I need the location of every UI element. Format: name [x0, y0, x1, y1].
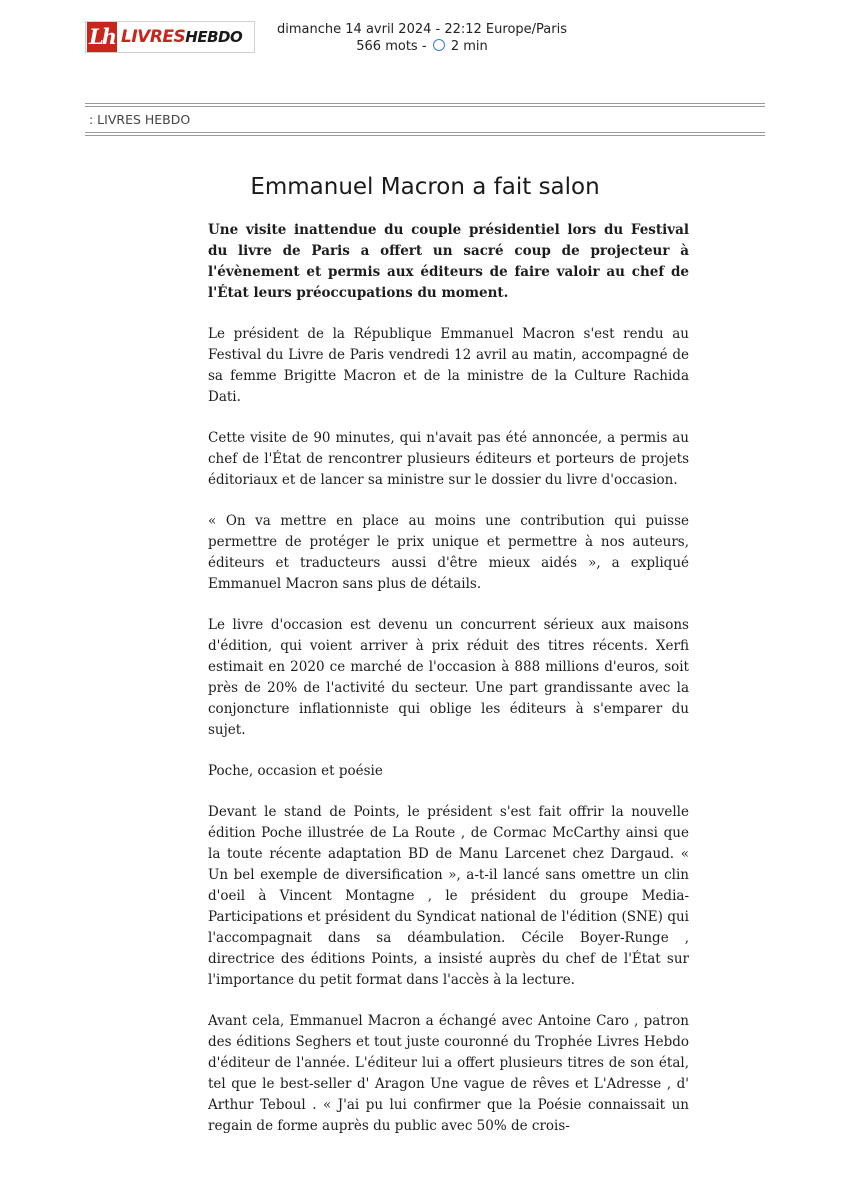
read-time: 2 min [450, 39, 488, 54]
article-paragraph: Devant le stand de Points, le président s'est fait offrir la nouvelle édition Poche illustrée de La Route , de Cormac McCarthy ainsi que la toute récente adaptation BD de Manu Larcenet chez Dargaud. « Un bel exemple de diversification », a-t-il lancé sans omettre un clin d'oeil à Vincent Montagne , le président du groupe Media-Participations et président du Syndicat national de l'édition (SNE) qui l'accompagnait dans sa déambulation. Cécile Boyer-Runge , directrice des éditions Points, a insisté auprès du chef de l'État sur l'importance du petit format dans l'accès à la lecture. [208, 804, 689, 988]
article-lead: Une visite inattendue du couple présidentiel lors du Festival du livre de Paris a offert un sacré coup de projecteur à l'évènement et permis aux éditeurs de faire valoir au chef de l'État leurs préoccupations du moment. [208, 222, 689, 301]
article-paragraph: Cette visite de 90 minutes, qui n'avait pas été annoncée, a permis au chef de l'État de rencontrer plusieurs éditeurs et porteurs de projets éditoriaux et de lancer sa ministre sur le dossier du livre d'occasion. [208, 430, 689, 488]
article-subheading: Poche, occasion et poésie [208, 763, 383, 779]
section-rule-2 [85, 135, 765, 136]
article-meta [272, 21, 572, 55]
top-rule-1 [85, 103, 765, 104]
article-body [208, 220, 689, 1157]
date-line: dimanche 14 avril 2024 - 22:12 Europe/Paris [277, 22, 567, 37]
section-label: : LIVRES HEBDO [89, 112, 191, 127]
article-paragraph: « On va mettre en place au moins une contribution qui puisse permettre de protéger le prix unique et permettre à nos auteurs, éditeurs et traducteurs aussi d'être mieux aidés », a expliqué Emmanuel Macron sans plus de détails. [208, 513, 689, 592]
clock-icon [433, 39, 445, 51]
reading-info [272, 38, 572, 55]
article-paragraph: Avant cela, Emmanuel Macron a échangé avec Antoine Caro , patron des éditions Seghers et tout juste couronné du Trophée Livres Hebdo d'éditeur de l'année. L'éditeur lui a offert plusieurs titres de son étal, tel que le best-seller d' Aragon Une vague de rêves et L'Adresse , d' Arthur Teboul . « J'ai pu lui confirmer que la Poésie connaissait un regain de forme auprès du public avec 50% de crois- [208, 1013, 689, 1134]
article-paragraph: Le président de la République Emmanuel Macron s'est rendu au Festival du Livre de Paris vendredi 12 avril au matin, accompagné de sa femme Brigitte Macron et de la ministre de la Culture Rachida Dati. [208, 326, 689, 405]
section-rule-1 [85, 132, 765, 133]
top-rule-2 [85, 106, 765, 107]
article-paragraph: Le livre d'occasion est devenu un concurrent sérieux aux maisons d'édition, qui voient arriver à prix réduit des titres récents. Xerfi estimait en 2020 ce marché de l'occasion à 888 millions d'euros, soit près de 20% de l'activité du secteur. Une part grandissante avec la conjoncture inflationniste qui oblige les éditeurs à s'emparer du sujet. [208, 617, 689, 738]
logo-mark: Lh [87, 22, 117, 52]
word-count: 566 mots - [356, 39, 427, 54]
logo-word-livres: LIVRES [121, 27, 186, 47]
livres-hebdo-logo [85, 21, 255, 53]
logo-word-hebdo: HEBDO [185, 28, 243, 46]
logo-wordmark [121, 27, 242, 47]
article-title: Emmanuel Macron a fait salon [250, 174, 600, 200]
